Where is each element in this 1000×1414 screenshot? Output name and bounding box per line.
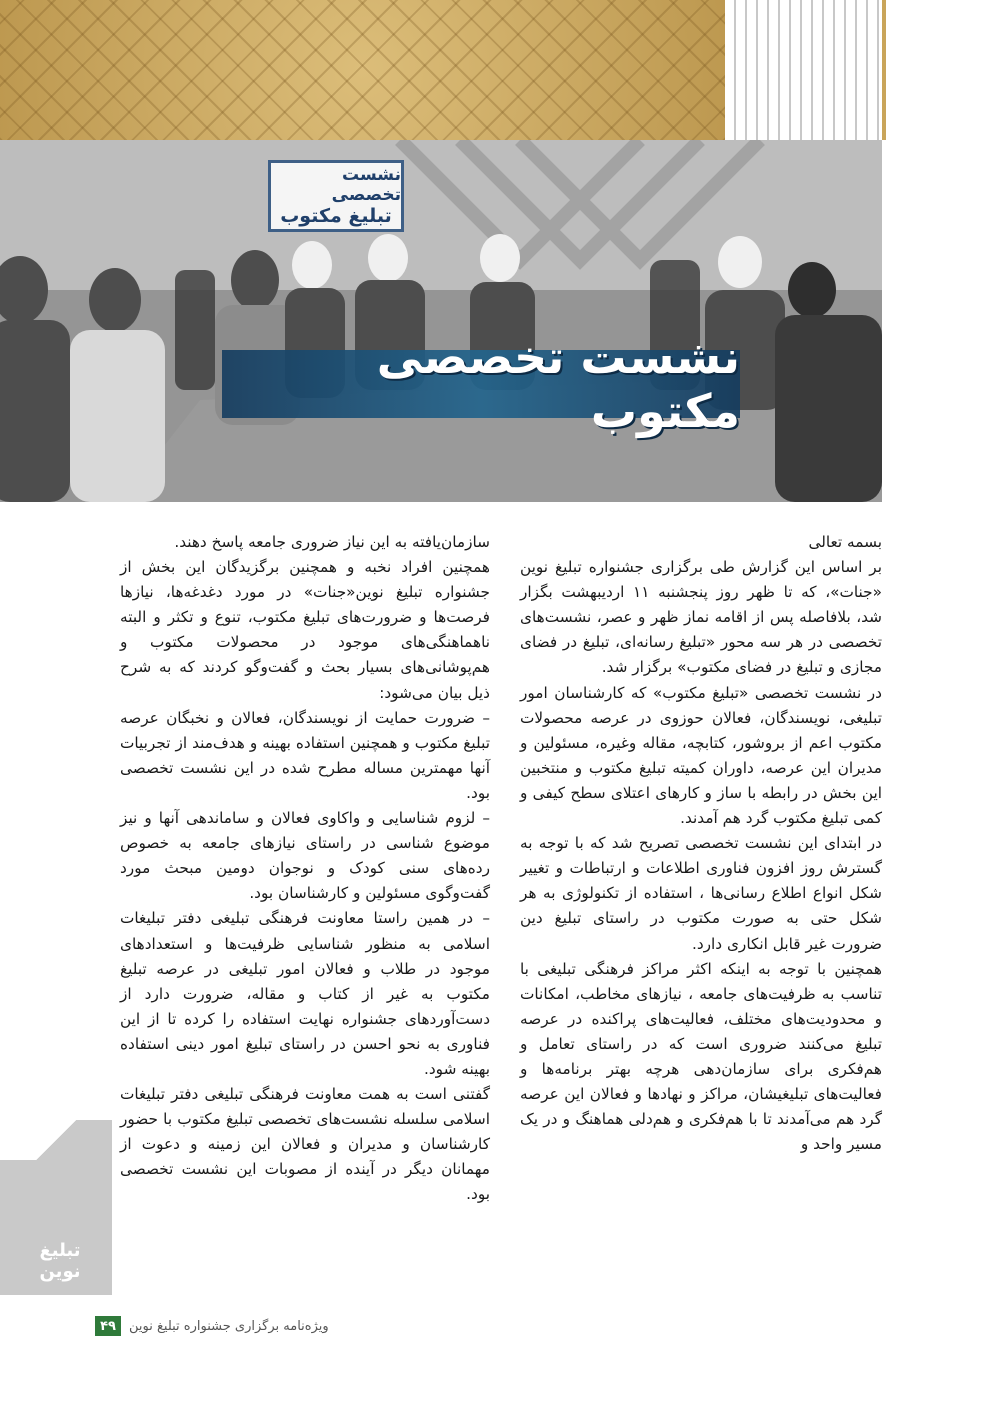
paragraph: در ابتدای این نشست تخصصی تصریح شد که با توجه به گسترش روز افزون فناوری اطلاعات و ارتباطات و تغییر شکل انواع اطلاع رسانی‌ها ، استفاده از تکنولوژی به هر شکل حتی به صورت مکتوب در راستای تبلیغ دین ضرورت غیر قابل انکاری دارد. xyxy=(520,834,882,953)
side-logo: تبلیغ نوین xyxy=(39,1240,81,1282)
paragraph: بسمه تعالی xyxy=(808,533,882,551)
badge-line-2: تبلیغ مکتوب xyxy=(280,205,392,227)
publication-title: ویژه‌نامه برگزاری جشنواره تبلیغ نوین xyxy=(129,1318,329,1334)
paragraph: همچنین با توجه به اینکه اکثر مراکز فرهنگی تبلیغی با تناسب به ظرفیت‌های جامعه ، نیازهای مخاطب، امکانات و محدودیت‌های مختلف، فعالیت‌های پراکنده در عرصه تبلیغ می‌کنند ضروری است که در راستای تعامل و هم‌فکری برای سازمان‌دهی هرچه بهتر برنامه‌ها و فعالیت‌های تبلیغیشان، مراکز و نهادها و فعالان این عرصه گرد هم می‌آمدند تا با هم‌فکری و هم‌دلی هماهنگ و در یک مسیر واحد و xyxy=(520,959,882,1154)
paragraph: در نشست تخصصی «تبلیغ مکتوب» که کارشناسان امور تبلیغی، نویسندگان، فعالان حوزوی در عرصه محصولات مکتوب اعم از بروشور، کتابچه، مقاله وغیره، مسئولین و مدیران این عرصه، داوران کمیته تبلیغ مکتوب و منتخبین این بخش در رابطه با ساز و کارهای اعتلای سطح کیفی و کمی تبلیغ مکتوب گرد هم آمدند. xyxy=(520,683,882,828)
meeting-photo-illustration xyxy=(0,140,882,502)
photo-badge xyxy=(268,160,404,232)
ornamental-banner xyxy=(0,0,725,140)
meeting-photo xyxy=(0,140,882,502)
page-number: ۴۹ xyxy=(95,1316,121,1336)
title-band xyxy=(222,330,740,438)
page-footer xyxy=(95,1315,329,1337)
page-title: نشست تخصصی مکتوب xyxy=(376,330,740,438)
gold-edge-decoration xyxy=(882,0,886,140)
paragraph: – در همین راستا معاونت فرهنگی تبلیغی دفتر تبلیغات اسلامی به منظور شناسایی ظرفیت‌ها و استعدادهای موجود در طلاب و فعالان امور تبلیغی در عرصه تبلیغ مکتوب به غیر از کتاب و مقاله، ضرورت دارد از دست‌آوردهای جشنواره نهایت استفاده را کرده تا از این فناوری به نحو احسن در راستای تبلیغ امور دینی استفاده بهینه شود. xyxy=(120,909,490,1078)
paragraph: گفتنی است به همت معاونت فرهنگی تبلیغی دفتر تبلیغات اسلامی سلسله نشست‌های تخصصی تبلیغ مکتوب با حضور کارشناسان و مدیران و فعالان این زمینه و دعوت از مهمانان دیگر در آینده از مصوبات این نشست تخصصی بود. xyxy=(120,1085,490,1204)
paragraph: سازمان‌یافته به این نیاز ضروری جامعه پاسخ دهند. xyxy=(174,533,490,551)
paragraph: – لزوم شناسایی و واکاوی فعالان و ساماندهی آنها و نیز موضوع شناسی در راستای نیازهای جامعه به خصوص رده‌های سنی کودک و نوجوان دومین مبحث مورد گفت‌وگوی مسئولین و کارشناسان بود. xyxy=(120,809,490,903)
paragraph: بر اساس این گزارش طی برگزاری جشنواره تبلیغ نوین «جنات»، که تا ظهر روز پنجشنبه ۱۱ اردیبهشت بگزار شد، بلافاصله پس از اقامه نماز ظهر و عصر، نشست‌های تخصصی در هر سه محور «تبلیغ رسانه‌ای، تبلیغ در فضای مجازی و تبلیغ در فضای مکتوب» برگزار شد. xyxy=(520,558,882,677)
paragraph: – ضرورت حمایت از نویسندگان، فعالان و نخبگان عرصه تبلیغ مکتوب و همچنین استفاده بهینه و هدف‌مند از تجربیات آنها مهمترین مساله مطرح شده در این نشست تخصصی بود. xyxy=(120,708,490,802)
article-column-left xyxy=(120,530,490,1208)
article-column-right xyxy=(520,530,882,1157)
stripe-decoration xyxy=(725,0,882,140)
badge-line-1: نشست تخصصی xyxy=(331,165,401,205)
paragraph: همچنین افراد نخبه و همچنین برگزیدگان این بخش از جشنواره تبلیغ نوین«جنات» در مورد دغدغه‌ها، نیازها فرصت‌ها و ضرورت‌های تبلیغ مکتوب، تنوع و تکثر و البته ناهماهنگی‌های موجود در محصولات مکتوب و هم‌پوشانی‌های بسیار بحث و گفت‌وگو کردند که به شرح ذیل بیان می‌شود: xyxy=(120,558,490,702)
